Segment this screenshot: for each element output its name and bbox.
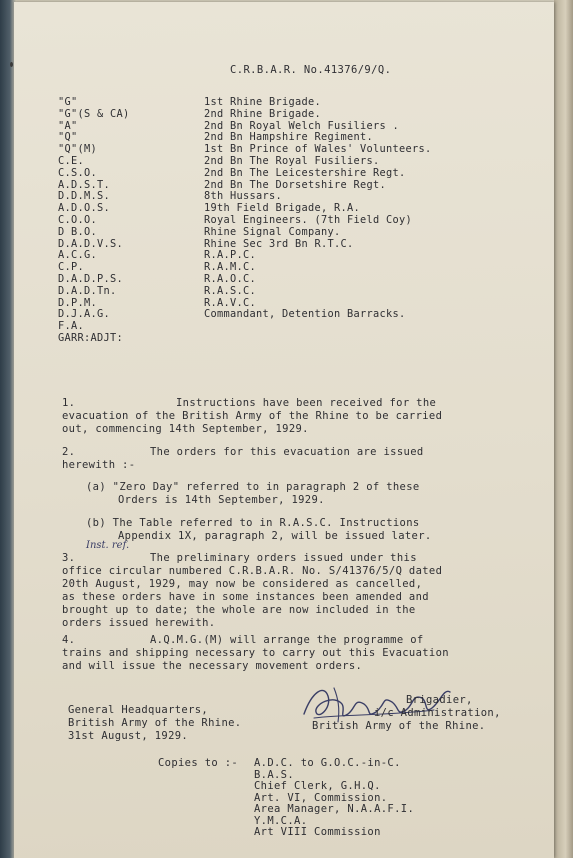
- addressee: "A": [58, 119, 78, 132]
- punch-hole-mark: [10, 62, 13, 67]
- addressee: "Q"(M): [58, 143, 97, 156]
- copies-recipient: Chief Clerk, G.H.Q.: [254, 780, 381, 792]
- addressee: C.E.: [58, 154, 84, 167]
- unit-list: [204, 96, 431, 344]
- paragraph-number: 4.: [62, 634, 76, 646]
- addressee: F.A.: [58, 320, 84, 333]
- unit: 1st Rhine Brigade.: [204, 96, 321, 108]
- addressee: "G"(S & CA): [58, 107, 130, 120]
- unit: Rhine Signal Company.: [204, 225, 341, 238]
- paragraph-line: as these orders have in some instances been amended and: [62, 591, 429, 603]
- addressee-list: [58, 96, 130, 344]
- paragraph-3: [62, 552, 442, 630]
- paragraph-line: orders issued herewith.: [62, 617, 216, 629]
- addressee: C.P.: [58, 261, 84, 274]
- paragraph-line: 20th August, 1929, may now be considered as cancelled,: [62, 578, 423, 590]
- unit: 8th Hussars.: [204, 190, 282, 203]
- copies-recipient: Y.M.C.A.: [254, 814, 308, 827]
- unit: R.A.O.C.: [204, 272, 256, 285]
- paragraph-line: The preliminary orders issued under this: [150, 552, 417, 564]
- paragraph-line: evacuation of the British Army of the Rhine to be carried: [62, 410, 443, 422]
- copies-label: Copies to :-: [158, 757, 239, 769]
- paragraph-line: and will issue the necessary movement orders.: [62, 660, 363, 672]
- unit: 1st Bn Prince of Wales' Volunteers.: [204, 143, 432, 156]
- unit: R.A.M.C.: [204, 261, 256, 274]
- addressee: "Q": [58, 131, 78, 144]
- paragraph-2a: [86, 481, 420, 507]
- handwritten-insert: Inst. ref.: [86, 540, 130, 551]
- addressee: D.A.D.P.S.: [58, 272, 123, 285]
- paragraph-line: (a) "Zero Day" referred to in paragraph 2 of these: [86, 481, 420, 493]
- paragraph-number: 1.: [62, 397, 76, 409]
- paragraph-line: Appendix 1X, paragraph 2, will be issued later.: [118, 530, 432, 542]
- unit: Commandant, Detention Barracks.: [204, 308, 406, 321]
- paragraph-line: (b) The Table referred to in R.A.S.C. Instructions: [86, 517, 420, 529]
- underlying-pages-edge: [554, 0, 573, 858]
- paragraph-2b: [86, 517, 432, 543]
- unit: 2nd Bn Royal Welch Fusiliers .: [204, 119, 399, 132]
- addressee: A.D.S.T.: [58, 178, 110, 191]
- addressee: GARR:ADJT:: [58, 331, 123, 344]
- unit: 2nd Bn The Leicestershire Regt.: [204, 166, 406, 179]
- paragraph-line: A.Q.M.G.(M) will arrange the programme of: [150, 634, 424, 646]
- copies-recipient-list: [254, 758, 414, 839]
- copies-recipient: A.D.C. to G.O.C.-in-C.: [254, 757, 401, 769]
- unit: [204, 320, 431, 332]
- copies-recipient: Art VIII Commission: [254, 826, 381, 838]
- signature-line: Brigadier,: [406, 694, 473, 706]
- paragraph-line: The orders for this evacuation are issued: [150, 446, 424, 458]
- paragraph-line: herewith :-: [62, 459, 136, 471]
- addressee: "G": [58, 96, 78, 108]
- unit: 2nd Bn The Royal Fusiliers.: [204, 154, 380, 167]
- origin-line: British Army of the Rhine.: [68, 717, 242, 729]
- addressee: D.J.A.G.: [58, 308, 110, 321]
- document-page: [14, 2, 554, 858]
- addressee: D.A.D.V.S.: [58, 237, 123, 250]
- unit: 19th Field Brigade, R.A.: [204, 202, 360, 215]
- paragraph-line: out, commencing 14th September, 1929.: [62, 423, 309, 435]
- paragraph-line: office circular numbered C.R.B.A.R. No. S/41376/5/Q dated: [62, 565, 443, 577]
- unit: R.A.P.C.: [204, 249, 256, 262]
- addressee: D.P.M.: [58, 296, 97, 309]
- paragraph-number: 3.: [62, 552, 76, 564]
- paragraph-1: [62, 397, 442, 436]
- addressee: A.C.G.: [58, 249, 97, 262]
- signature-block: [302, 694, 501, 733]
- paragraph-line: brought up to date; the whole are now included in the: [62, 604, 416, 616]
- copies-recipient: B.A.S.: [254, 768, 295, 781]
- reference-number: C.R.B.A.R. No.41376/9/Q.: [230, 64, 392, 76]
- unit: Royal Engineers. (7th Field Coy): [204, 213, 412, 226]
- origin-line: General Headquarters,: [68, 704, 209, 716]
- unit: 2nd Bn The Dorsetshire Regt.: [204, 178, 386, 191]
- origin-block: [68, 704, 241, 743]
- unit: R.A.V.C.: [204, 296, 256, 309]
- paragraph-4: [62, 634, 449, 673]
- paragraph-2: [62, 446, 424, 472]
- addressee: D.A.D.Tn.: [58, 284, 117, 297]
- addressee: C.S.O.: [58, 166, 97, 179]
- paragraph-line: Instructions have been received for the: [176, 397, 437, 409]
- copies-block: [158, 757, 415, 838]
- unit: [204, 332, 431, 344]
- unit: R.A.S.C.: [204, 284, 256, 297]
- unit: 2nd Bn Hampshire Regiment.: [204, 131, 373, 144]
- addressee: D.D.M.S.: [58, 190, 110, 203]
- origin-line: 31st August, 1929.: [68, 730, 189, 742]
- unit: 2nd Rhine Brigade.: [204, 107, 321, 120]
- paragraph-number: 2.: [62, 446, 76, 458]
- copies-recipient: Art. VI, Commission.: [254, 791, 388, 804]
- paragraph-line: trains and shipping necessary to carry out this Evacuation: [62, 647, 449, 659]
- addressee: A.D.O.S.: [58, 202, 110, 215]
- addressee: D B.O.: [58, 225, 97, 238]
- addressee: C.O.O.: [58, 213, 97, 226]
- unit: Rhine Sec 3rd Bn R.T.C.: [204, 237, 354, 250]
- paragraph-line: Orders is 14th September, 1929.: [118, 494, 325, 506]
- copies-recipient: Area Manager, N.A.A.F.I.: [254, 803, 415, 815]
- signature-line: British Army of the Rhine.: [312, 720, 486, 732]
- signature-line: i/c Administration,: [374, 707, 501, 719]
